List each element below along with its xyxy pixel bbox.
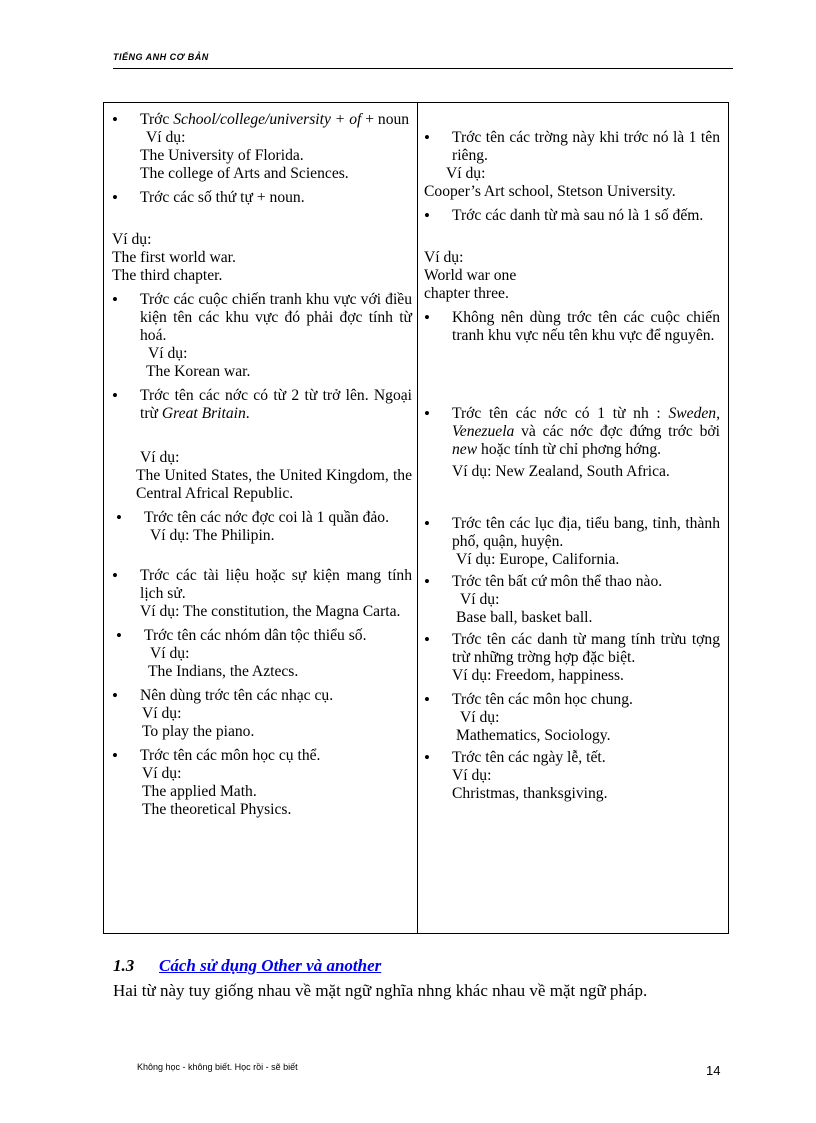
bullet-icon: • xyxy=(424,630,430,649)
bullet-icon: • xyxy=(116,626,122,645)
section-heading xyxy=(113,956,381,976)
bullet-icon: • xyxy=(112,188,118,207)
section-paragraph: Hai từ này tuy giống nhau về mặt ngữ nghĩa nhng khác nhau về mặt ngữ pháp. xyxy=(113,981,648,1000)
left-rule-8-example: Ví dụ: To play the piano. xyxy=(142,705,255,740)
bullet-icon: • xyxy=(424,206,430,225)
bullet-icon: • xyxy=(112,686,118,705)
left-rule-6: • Trớc các tài liệu hoặc sự kiện mang tính lịch sử. xyxy=(112,566,412,602)
bullet-icon: • xyxy=(424,572,430,591)
left-rule-8: • Nên dùng trớc tên các nhạc cụ. xyxy=(112,686,334,705)
left-rule-7-example: Ví dụ: The Indians, the Aztecs. xyxy=(148,645,299,680)
bullet-icon: • xyxy=(112,110,118,129)
right-rule-6: • Trớc tên bất cứ môn thể thao nào. xyxy=(424,572,663,591)
rules-table xyxy=(103,102,729,934)
right-rule-5: • Trớc tên các lục địa, tiểu bang, tỉnh, thành phố, quận, huyện. xyxy=(424,514,720,550)
left-rule-5-example: Ví dụ: The Philipin. xyxy=(150,527,275,544)
bullet-icon: • xyxy=(424,690,430,709)
right-rule-2-example: Ví dụ: World war one chapter three. xyxy=(424,249,517,302)
right-rule-3: • Không nên dùng trớc tên các cuộc chiến tranh khu vực nếu tên khu vực để nguyên. xyxy=(424,308,720,344)
right-rule-7-example: Ví dụ: Freedom, happiness. xyxy=(452,667,624,684)
left-rule-2: • Trớc các số thứ tự + noun. xyxy=(112,188,305,207)
right-rule-8: • Trớc tên các môn học chung. xyxy=(424,690,633,709)
bullet-icon: • xyxy=(112,290,118,309)
left-rule-3-example: Ví dụ: The Korean war. xyxy=(146,345,251,380)
header-rule xyxy=(113,68,733,69)
left-rule-3: • Trớc các cuộc chiến tranh khu vực với điều kiện tên các khu vực đó phải đợc tính từ hoá. xyxy=(112,290,412,344)
section-number: 1.3 xyxy=(113,956,135,975)
right-column xyxy=(424,103,720,803)
left-rule-1: • Trớc School/college/university + of + noun xyxy=(112,110,410,129)
right-rule-5-example: Ví dụ: Europe, California. xyxy=(456,551,620,568)
bullet-icon: • xyxy=(424,514,430,533)
left-rule-6-example: Ví dụ: The constitution, the Magna Carta. xyxy=(140,603,401,620)
bullet-icon: • xyxy=(112,386,118,405)
right-rule-4-example: Ví dụ: New Zealand, South Africa. xyxy=(452,463,670,480)
bullet-icon: • xyxy=(424,404,430,423)
left-rule-2-example: Ví dụ: The first world war. The third chapter. xyxy=(112,231,236,284)
column-divider xyxy=(417,103,418,933)
bullet-icon: • xyxy=(424,748,430,767)
right-rule-8-example: Ví dụ: Mathematics, Sociology. xyxy=(456,709,611,744)
bullet-icon: • xyxy=(116,508,122,527)
right-rule-9-example: Ví dụ: Christmas, thanksgiving. xyxy=(452,767,608,802)
page-number: 14 xyxy=(706,1063,721,1078)
bullet-icon: • xyxy=(112,746,118,765)
left-rule-4-example: Ví dụ: The United States, the United Kingdom, the Central Africal Republic. xyxy=(136,449,412,502)
right-rule-7: • Trớc tên các danh từ mang tính trừu tợng trừ những trờng hợp đặc biệt. xyxy=(424,630,720,666)
bullet-icon: • xyxy=(424,308,430,327)
right-rule-6-example: Ví dụ: Base ball, basket ball. xyxy=(456,591,593,626)
page-header: TIẾNG ANH CƠ BẢN xyxy=(113,52,209,62)
left-column xyxy=(112,103,412,819)
left-rule-4: • Trớc tên các nớc có từ 2 từ trở lên. Ngoại trừ Great Britain. xyxy=(112,386,412,422)
left-rule-9: • Trớc tên các môn học cụ thể. xyxy=(112,746,321,765)
bullet-icon: • xyxy=(424,128,430,147)
right-rule-1: • Trớc tên các trờng này khi trớc nó là 1 tên riêng. xyxy=(424,128,720,164)
right-rule-4: • Trớc tên các nớc có 1 từ nh : Sweden, Venezuela và các nớc đợc đứng trớc bởi new hoặc tính từ chỉ phơng hớng. xyxy=(424,404,720,458)
left-rule-7: • Trớc tên các nhóm dân tộc thiểu số. xyxy=(116,626,367,645)
section-title-link[interactable]: Cách sử dụng Other và another xyxy=(159,956,382,975)
right-rule-1-example: Ví dụ: Cooper’s Art school, Stetson University. xyxy=(424,165,676,200)
bullet-icon: • xyxy=(112,566,118,585)
footer-motto: Không học - không biết. Học rồi - sẽ biết xyxy=(137,1062,298,1072)
left-rule-9-example: Ví dụ: The applied Math. The theoretical Physics. xyxy=(142,765,292,818)
right-rule-2: • Trớc các danh từ mà sau nó là 1 số đếm. xyxy=(424,206,704,225)
left-rule-5: • Trớc tên các nớc đợc coi là 1 quần đảo. xyxy=(116,508,389,527)
right-rule-9: • Trớc tên các ngày lễ, tết. xyxy=(424,748,606,767)
left-rule-1-example: Ví dụ: The University of Florida. The college of Arts and Sciences. xyxy=(140,129,349,182)
